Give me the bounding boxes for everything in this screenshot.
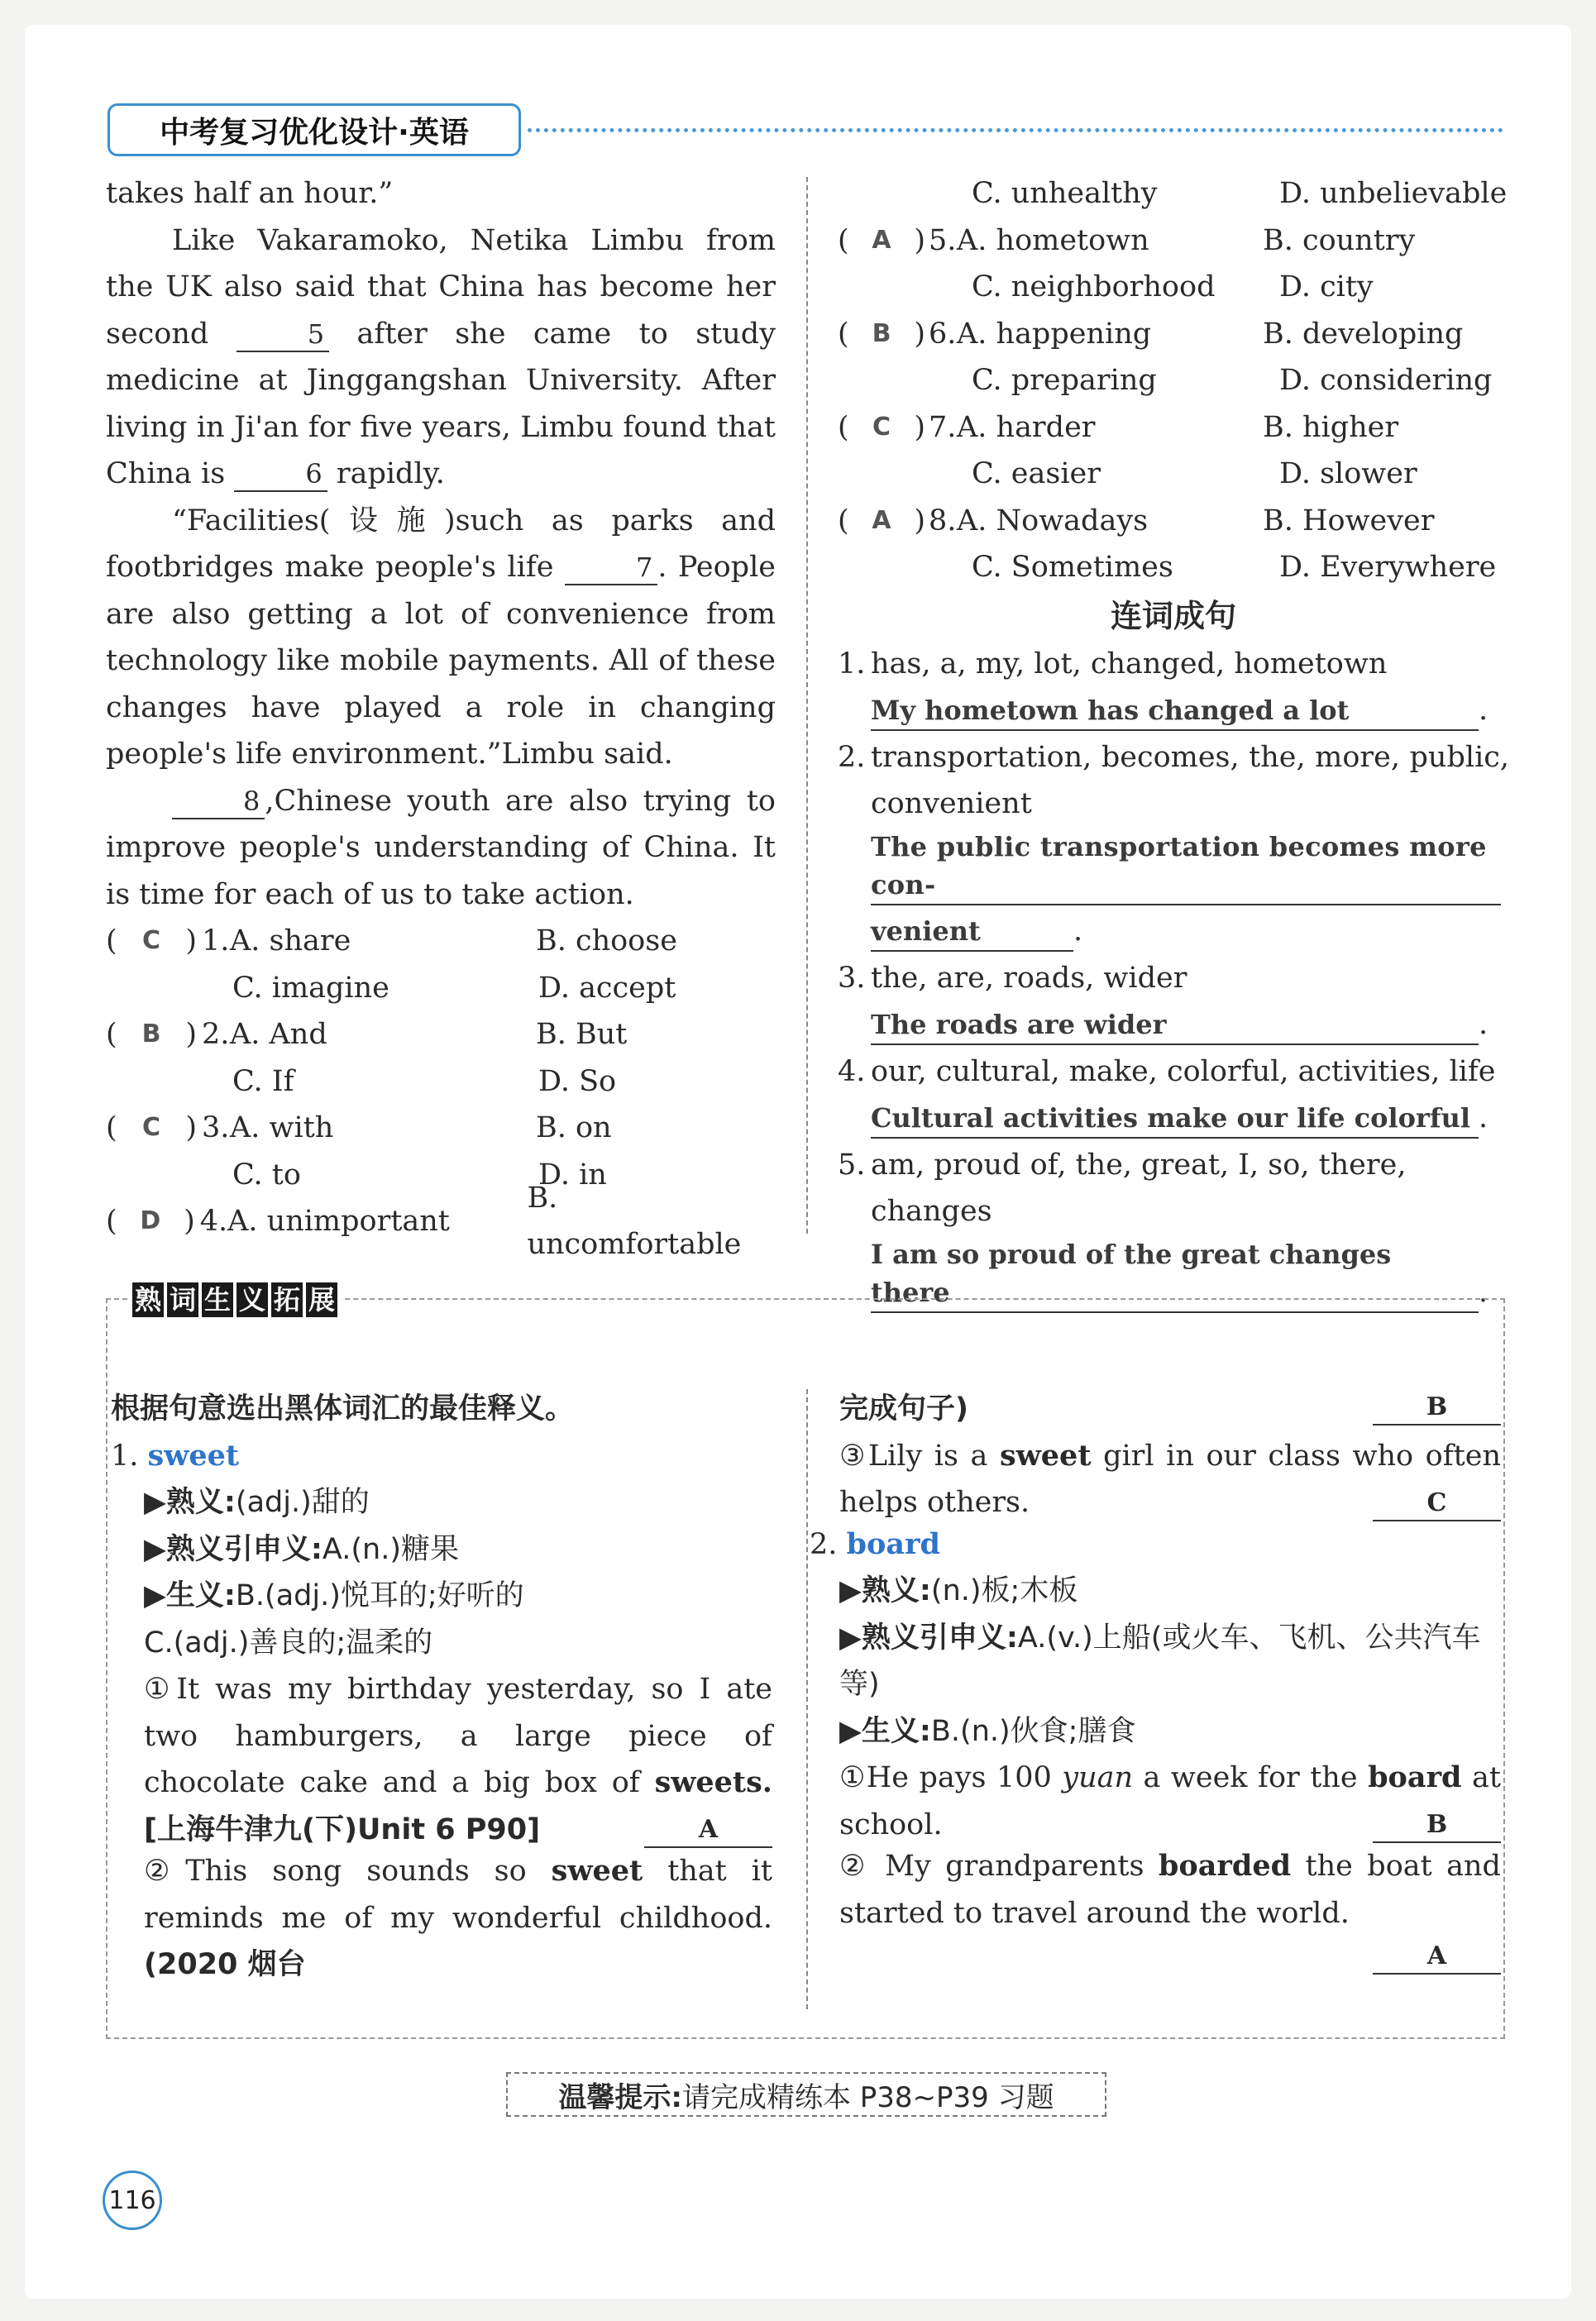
tip-box: 温馨提示: 请完成精练本 P38~P39 习题 bbox=[506, 2072, 1106, 2117]
sweet-answer-3: C bbox=[1373, 1487, 1501, 1521]
lianci-item-1: 1. has, a, my, lot, changed, hometown My hometown has changed a lot . bbox=[838, 641, 1509, 734]
right-column bbox=[838, 170, 1509, 1316]
question-3: ( C ) 3. A. with B. on bbox=[106, 1105, 776, 1152]
sweet-meaning-4: C.(adj.)善良的;温柔的 bbox=[144, 1626, 433, 1660]
answer-7: C bbox=[872, 412, 891, 442]
lianci-item-2: 2. transportation, becomes, the, more, public, convenient The public transportation becomes more con- venient . bbox=[838, 734, 1509, 955]
extension-tag: 熟 词 生 义 拓 展 bbox=[128, 1282, 342, 1320]
question-8: ( A ) 8. A. Nowadays B. However bbox=[838, 498, 1509, 545]
answer-8: A bbox=[872, 505, 891, 535]
board-meaning-1: ▶熟义:(n.)板;木板 bbox=[839, 1574, 1078, 1607]
answer-2: B bbox=[141, 1020, 161, 1048]
sweet-sentence-1: ①It was my birthday yesterday, so I ate two hamburgers, a large piece of chocolate cake and a big box of sweets.[上海牛津九(下)Unit 6 P90] A bbox=[111, 1666, 772, 1848]
lianci-item-5: 5. am, proud of, the, great, I, so, there, changes I am so proud of the great changes there . bbox=[838, 1142, 1509, 1316]
lianci-answer-5: I am so proud of the great changes there bbox=[871, 1235, 1479, 1313]
blank-7: 7 bbox=[565, 551, 657, 585]
board-meaning-2: ▶熟义引申义:A.(v.)上船(或火车、飞机、公共汽车等) bbox=[839, 1621, 1481, 1701]
question-2: ( B ) 2. A. And B. But bbox=[106, 1011, 776, 1058]
question-5-row2: C. neighborhood D. city bbox=[972, 270, 1374, 303]
lianci-answer-4: Cultural activities make our life colorful bbox=[871, 1099, 1479, 1139]
question-3-row2: C. to D. in bbox=[232, 1158, 607, 1192]
question-8-row2: C. Sometimes D. Everywhere bbox=[972, 551, 1497, 584]
lianci-answer-2: The public transportation becomes more con- bbox=[871, 828, 1501, 905]
question-4-row2: C. unhealthy D. unbelievable bbox=[972, 177, 1508, 210]
question-5: ( A ) 5. A. hometown B. country bbox=[838, 217, 1509, 265]
question-6: ( B ) 6. A. happening B. developing bbox=[838, 311, 1509, 358]
board-sentence-2: ② My grandparents boarded the boat and started to travel around the world. bbox=[839, 1849, 1501, 1930]
header-title: 中考复习优化设计·英语 bbox=[108, 103, 521, 156]
question-2-row2: C. If D. So bbox=[232, 1064, 617, 1098]
extension-instruction: 根据句意选出黑体词汇的最佳释义。 bbox=[111, 1392, 575, 1426]
sweet-sentence-2: ②This song sounds so sweet that it reminds me of my wonderful childhood. (2020 烟台 bbox=[144, 1854, 772, 1981]
passage-paragraph: 8 ,Chinese youth are also trying to improve people's understanding of China. It is time for each of us to take action. bbox=[106, 784, 776, 911]
question-7-row2: C. easier D. slower bbox=[972, 457, 1417, 490]
board-answer-2: A bbox=[1373, 1940, 1501, 1975]
sweet-meaning-1: ▶熟义:(adj.)甜的 bbox=[144, 1486, 370, 1519]
lianci-answer-3: The roads are wider bbox=[871, 1005, 1479, 1045]
blank-6: 6 bbox=[234, 457, 327, 492]
column-divider bbox=[806, 177, 808, 1234]
board-answer-1: B bbox=[1373, 1808, 1501, 1843]
lianci-item-4: 4. our, cultural, make, colorful, activities, life Cultural activities make our life colorful . bbox=[838, 1048, 1509, 1142]
question-1-row2: C. imagine D. accept bbox=[232, 971, 676, 1005]
blank-8: 8 bbox=[172, 785, 265, 819]
sweet-answer-2: B bbox=[1373, 1391, 1501, 1426]
question-1: ( C ) 1. A. share B. choose bbox=[106, 918, 776, 965]
answer-6: B bbox=[872, 318, 891, 348]
page-number: 116 bbox=[103, 2171, 162, 2230]
passage-paragraph: “Facilities(设施)such as parks and footbridges make people's life 7 . People are also getting a lot of convenience from technology like mobile payments. All of these changes have played a role in changing people's life environment.”Limbu said. bbox=[106, 504, 776, 771]
word-sweet: 1. sweet bbox=[111, 1438, 240, 1473]
left-column bbox=[106, 170, 776, 1262]
sweet-sentence-2-cont: 完成句子) B bbox=[839, 1386, 1501, 1433]
answer-1: C bbox=[141, 926, 161, 955]
extension-left bbox=[111, 1386, 772, 1989]
sweet-sentence-3: ③Lily is a sweet girl in our class who often helps others. C bbox=[839, 1433, 1501, 1521]
lianci-answer-2-cont: venient bbox=[871, 912, 1073, 952]
extension-right bbox=[810, 1386, 1501, 1975]
answer-4: D bbox=[140, 1206, 161, 1235]
word-board: 2. board bbox=[810, 1526, 940, 1561]
answer-5: A bbox=[872, 225, 891, 255]
question-4: ( D ) 4. A. unimportant B. uncomfortable bbox=[106, 1181, 742, 1262]
sweet-answer-1: A bbox=[644, 1813, 772, 1848]
section-title-lianci: 连词成句 bbox=[1110, 597, 1236, 634]
answer-3: C bbox=[141, 1113, 161, 1142]
passage-paragraph: Like Vakaramoko, Netika Limbu from the UK also said that China has become her second 5 after she came to study medicine at Jinggangshan University. After living in Ji'an for five years, Limbu found that China is 6 rapidly. bbox=[106, 223, 776, 490]
header-divider bbox=[528, 128, 1503, 132]
sweet-meaning-2: ▶熟义引申义:A.(n.)糖果 bbox=[144, 1532, 459, 1566]
lianci-item-3: 3. the, are, roads, wider The roads are wider . bbox=[838, 955, 1509, 1048]
passage-line: takes half an hour.” bbox=[106, 177, 394, 210]
sweet-meaning-3: ▶生义:B.(adj.)悦耳的;好听的 bbox=[144, 1579, 524, 1612]
extension-divider bbox=[806, 1389, 808, 2009]
board-sentence-1: ①He pays 100 yuan a week for the board at school. B bbox=[839, 1755, 1501, 1843]
lianci-answer-1: My hometown has changed a lot bbox=[871, 691, 1479, 731]
board-meaning-3: ▶生义:B.(n.)伙食;膳食 bbox=[839, 1714, 1136, 1748]
question-6-row2: C. preparing D. considering bbox=[972, 364, 1493, 397]
blank-5: 5 bbox=[237, 318, 329, 352]
question-7: ( C ) 7. A. harder B. higher bbox=[838, 404, 1509, 451]
